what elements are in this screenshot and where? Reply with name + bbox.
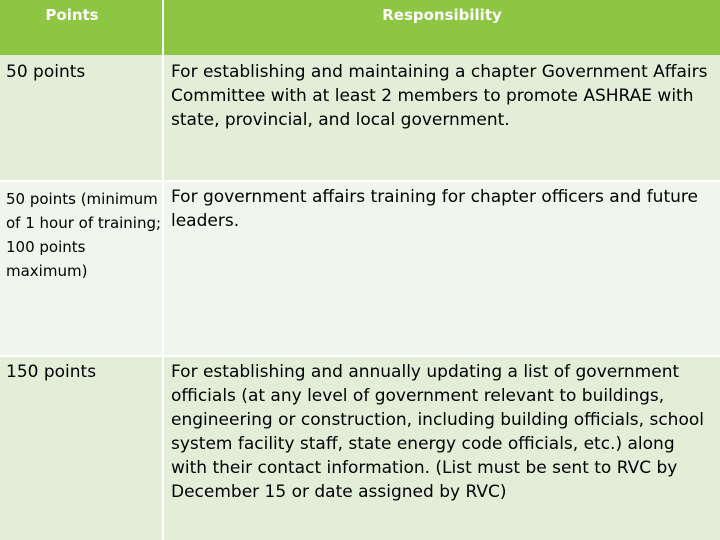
table-row bbox=[0, 356, 720, 540]
row-points: 50 points (minimum of 1 hour of training; 100 points maximum) bbox=[6, 190, 162, 280]
row-responsibility: For government affairs training for chapter officers and future leaders. bbox=[162, 181, 720, 356]
row-responsibility: For establishing and annually updating a list of government officials (at any level of government relevant to buildings, engineering or construction, including building officials, school system facility staff, state energy code officials, etc.) along with their contact information. (List must be sent to RVC by December 15 or date assigned by RVC) bbox=[162, 356, 720, 540]
row-responsibility: For establishing and maintaining a chapter Government Affairs Committee with at least 2 members to promote ASHRAE with state, provincial, and local government. bbox=[162, 55, 720, 181]
header-responsibility: Responsibility bbox=[162, 0, 720, 55]
row-points: 150 points bbox=[6, 362, 97, 382]
table-row bbox=[0, 55, 720, 181]
table-header-row bbox=[0, 0, 720, 55]
header-points: Points bbox=[45, 6, 99, 24]
row-divider bbox=[0, 180, 720, 182]
table-row bbox=[0, 181, 720, 356]
row-divider bbox=[0, 355, 720, 357]
row-points: 50 points bbox=[6, 62, 86, 82]
